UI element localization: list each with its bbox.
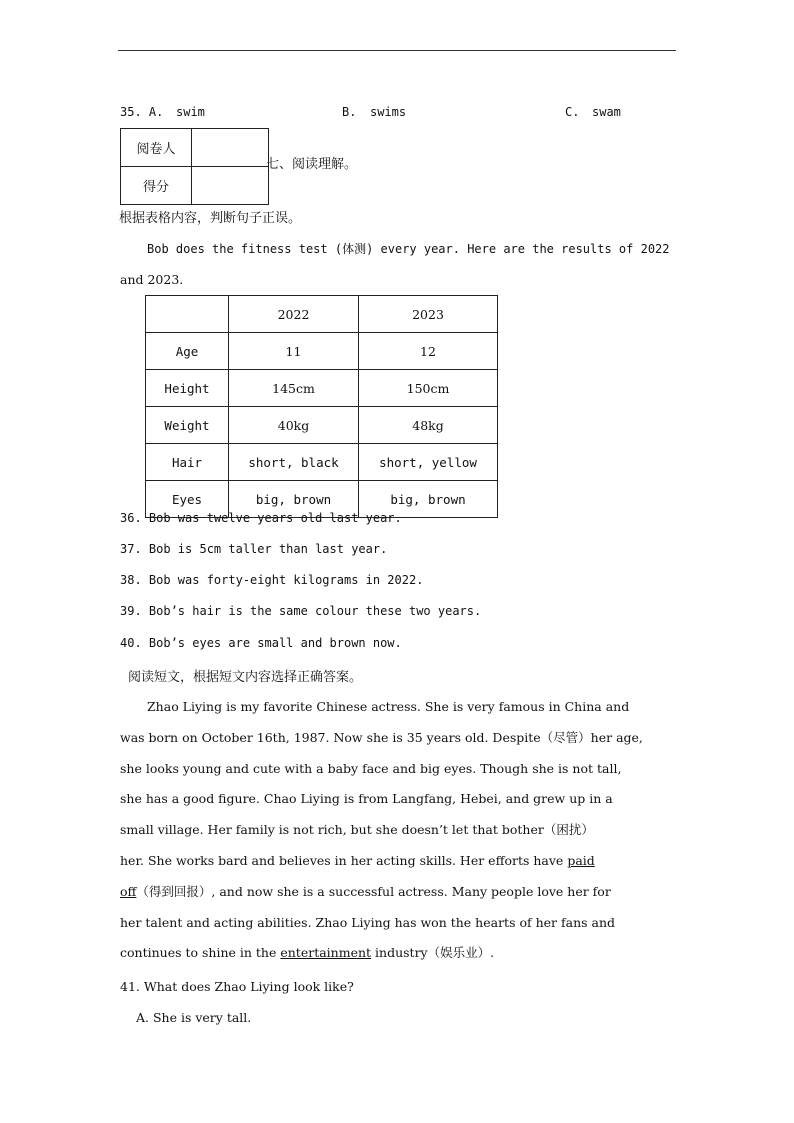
- passage-line: she looks young and cute with a baby face and big eyes. Though she is not tall,: [120, 760, 622, 776]
- grader-box: [120, 128, 269, 205]
- part2-instruction: 阅读短文，根据短文内容选择正确答案。: [128, 670, 363, 685]
- question-41: 41. What does Zhao Liying look like?: [120, 979, 354, 994]
- part1-intro-line1: Bob does the fitness test (体测) every year. Here are the results of 2022: [147, 242, 670, 256]
- table-cell: 12: [359, 333, 498, 370]
- table-cell: Height: [146, 370, 229, 407]
- passage-text: （得到回报）, and now she is a successful actress. Many people love her for: [136, 883, 611, 899]
- passage-line: [120, 846, 680, 877]
- passage-line: [120, 938, 680, 969]
- statement-37: 37. Bob is 5cm taller than last year.: [120, 542, 388, 556]
- passage-text: her. She works bard and believes in her acting skills. Her efforts have: [120, 852, 568, 868]
- table-row: [146, 407, 498, 444]
- table-cell: 11: [229, 333, 359, 370]
- passage-line: Zhao Liying is my favorite Chinese actress. She is very famous in China and: [147, 699, 630, 714]
- q35-option-b-label: B.: [342, 105, 357, 119]
- table-row: [146, 333, 498, 370]
- table-cell: 2022: [229, 296, 359, 333]
- part1-intro-line2: and 2023.: [120, 272, 184, 287]
- table-cell: Hair: [146, 444, 229, 481]
- table-cell: 145cm: [229, 370, 359, 407]
- reviewer-label: 阅卷人: [121, 129, 192, 167]
- underlined-phrase: off: [120, 883, 137, 899]
- q35-option-a: swim: [176, 105, 205, 119]
- table-row: [146, 370, 498, 407]
- table-cell: 150cm: [359, 370, 498, 407]
- table-cell: big, brown: [229, 481, 359, 518]
- table-cell: Eyes: [146, 481, 229, 518]
- table-cell: [146, 296, 229, 333]
- table-header-row: [146, 296, 498, 333]
- table-cell: short, yellow: [359, 444, 498, 481]
- q35-number: 35. A.: [120, 105, 164, 119]
- passage-line: was born on October 16th, 1987. Now she is 35 years old. Despite（尽管）her age,: [120, 729, 643, 745]
- score-blank: [192, 167, 269, 205]
- statement-36: 36. Bob was twelve years old last year.: [120, 511, 402, 525]
- underlined-phrase: paid: [567, 852, 595, 868]
- table-cell: 48kg: [359, 407, 498, 444]
- table-cell: 40kg: [229, 407, 359, 444]
- table-cell: big, brown: [359, 481, 498, 518]
- reading-passage: [120, 692, 680, 969]
- statement-40: 40. Bob’s eyes are small and brown now.: [120, 636, 402, 650]
- part1-instruction: 根据表格内容，判断句子正误。: [119, 211, 302, 226]
- passage-text: continues to shine in the: [120, 945, 281, 961]
- passage-line: she has a good figure. Chao Liying is from Langfang, Hebei, and grew up in a: [120, 791, 613, 807]
- statement-38: 38. Bob was forty-eight kilograms in 2022.: [120, 573, 424, 587]
- score-label: 得分: [121, 167, 192, 205]
- q35-option-c: swam: [592, 105, 621, 119]
- table-cell: short, black: [229, 444, 359, 481]
- header-rule: [118, 50, 676, 51]
- fitness-results-table: [145, 295, 498, 518]
- table-row: [146, 444, 498, 481]
- table-cell: Weight: [146, 407, 229, 444]
- passage-line: small village. Her family is not rich, but she doesn’t let that bother（困扰）: [120, 822, 594, 838]
- question-41-option-a: A. She is very tall.: [136, 1010, 252, 1025]
- underlined-word: entertainment: [280, 945, 372, 961]
- section-title: 七、阅读理解。: [266, 157, 358, 172]
- reviewer-blank: [192, 129, 269, 167]
- table-cell: Age: [146, 333, 229, 370]
- q35-option-c-label: C.: [565, 105, 580, 119]
- passage-line: [120, 877, 680, 908]
- statement-39: 39. Bob’s hair is the same colour these two years.: [120, 604, 482, 618]
- passage-text: industry（娱乐业）.: [371, 945, 495, 961]
- table-cell: 2023: [359, 296, 498, 333]
- q35-option-b: swims: [370, 105, 407, 119]
- passage-line: her talent and acting abilities. Zhao Liying has won the hearts of her fans and: [120, 914, 616, 930]
